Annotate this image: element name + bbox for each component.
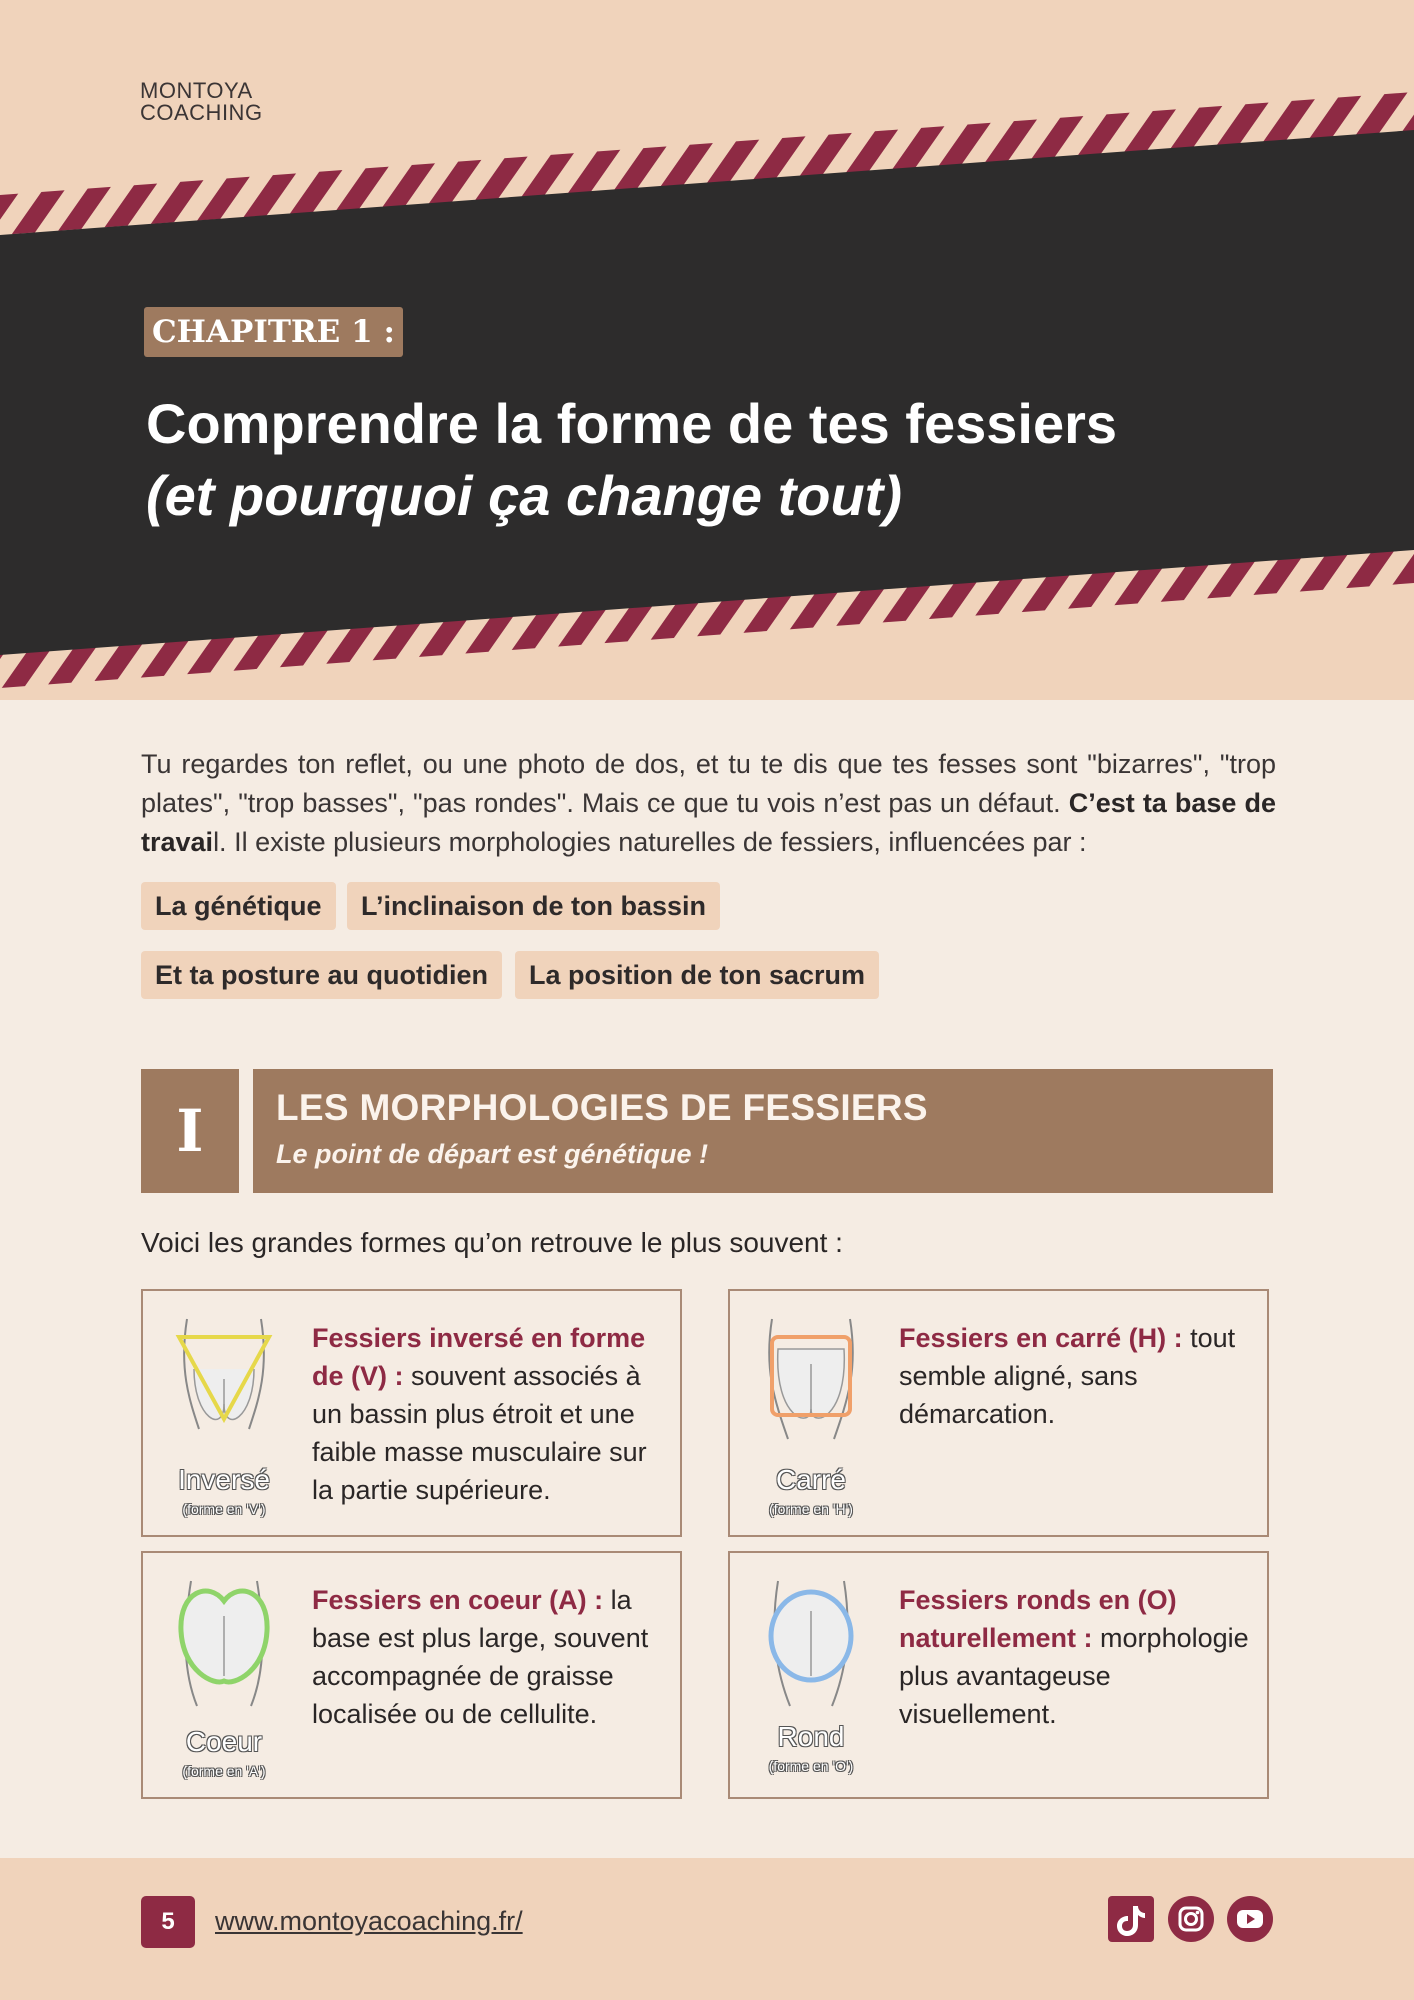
square-figure (756, 1309, 866, 1517)
page-footer (0, 1858, 1414, 2000)
page-title: Comprendre la forme de tes fessiers (146, 392, 1118, 455)
buttocks-o-illustration (756, 1571, 866, 1721)
shape-description: Fessiers en carré (H) : tout semble aligné, sans démarcation. (899, 1323, 1236, 1429)
shape-name: Inversé (178, 1464, 270, 1495)
round-figure (756, 1571, 866, 1774)
shape-card-heart (141, 1551, 682, 1799)
shape-name: Coeur (185, 1726, 263, 1757)
shape-name: Rond (777, 1721, 845, 1752)
section-header (253, 1069, 1273, 1193)
lead-text: Voici les grandes formes qu’on retrouve le plus souvent : (141, 1227, 843, 1258)
factor-chip: La position de ton sacrum (515, 951, 879, 999)
section-subtitle: Le point de départ est génétique ! (276, 1139, 709, 1169)
instagram-icon[interactable] (1168, 1896, 1214, 1942)
inverse-figure (169, 1309, 279, 1517)
chapter-badge: CHAPITRE 1 : (144, 307, 403, 357)
tiktok-icon[interactable] (1108, 1896, 1154, 1942)
factor-chip: La génétique (141, 882, 336, 930)
shape-name: Carré (775, 1464, 846, 1495)
section-number: I (141, 1069, 239, 1193)
shape-card-square (728, 1289, 1269, 1537)
shape-card-inverse (141, 1289, 682, 1537)
page-number: 5 (141, 1896, 195, 1948)
heart-figure (169, 1571, 279, 1779)
shape-description: Fessiers en coeur (A) : la base est plus large, souvent accompagnée de graisse localisée ou de cellulite. (312, 1585, 649, 1729)
factor-chip: Et ta posture au quotidien (141, 951, 502, 999)
shape-form: (forme en 'H') (769, 1501, 853, 1517)
buttocks-h-illustration (756, 1309, 866, 1459)
factor-chip: L’inclinaison de ton bassin (347, 882, 720, 930)
shape-form: (forme en 'V') (182, 1501, 266, 1517)
youtube-icon[interactable] (1227, 1896, 1273, 1942)
section-title: LES MORPHOLOGIES DE FESSIERS (276, 1087, 928, 1128)
shape-description: Fessiers inversé en forme de (V) : souvent associés à un bassin plus étroit et une faible masse musculaire sur la partie supérieure. (312, 1323, 647, 1505)
buttocks-v-illustration (169, 1309, 279, 1459)
website-link[interactable]: www.montoyacoaching.fr/ (215, 1906, 523, 1936)
brand-logo: MONTOYA COACHING (140, 78, 263, 125)
shape-card-round (728, 1551, 1269, 1799)
shape-form: (forme en 'A') (182, 1763, 266, 1779)
buttocks-a-illustration (169, 1571, 279, 1721)
shape-form: (forme en 'O') (768, 1758, 854, 1774)
shape-description: Fessiers ronds en (O) naturellement : morphologie plus avantageuse visuellement. (899, 1585, 1249, 1729)
page-subtitle: (et pourquoi ça change tout) (146, 464, 902, 527)
intro-paragraph: Tu regardes ton reflet, ou une photo de dos, et tu te dis que tes fesses sont "bizarres", "trop plates", "trop basses", "pas rondes". Mais ce que tu vois n’est pas un défaut. C’est ta base de travail. Il existe plusieurs morphologies naturelles de fessiers, influencées par : (141, 749, 1276, 857)
